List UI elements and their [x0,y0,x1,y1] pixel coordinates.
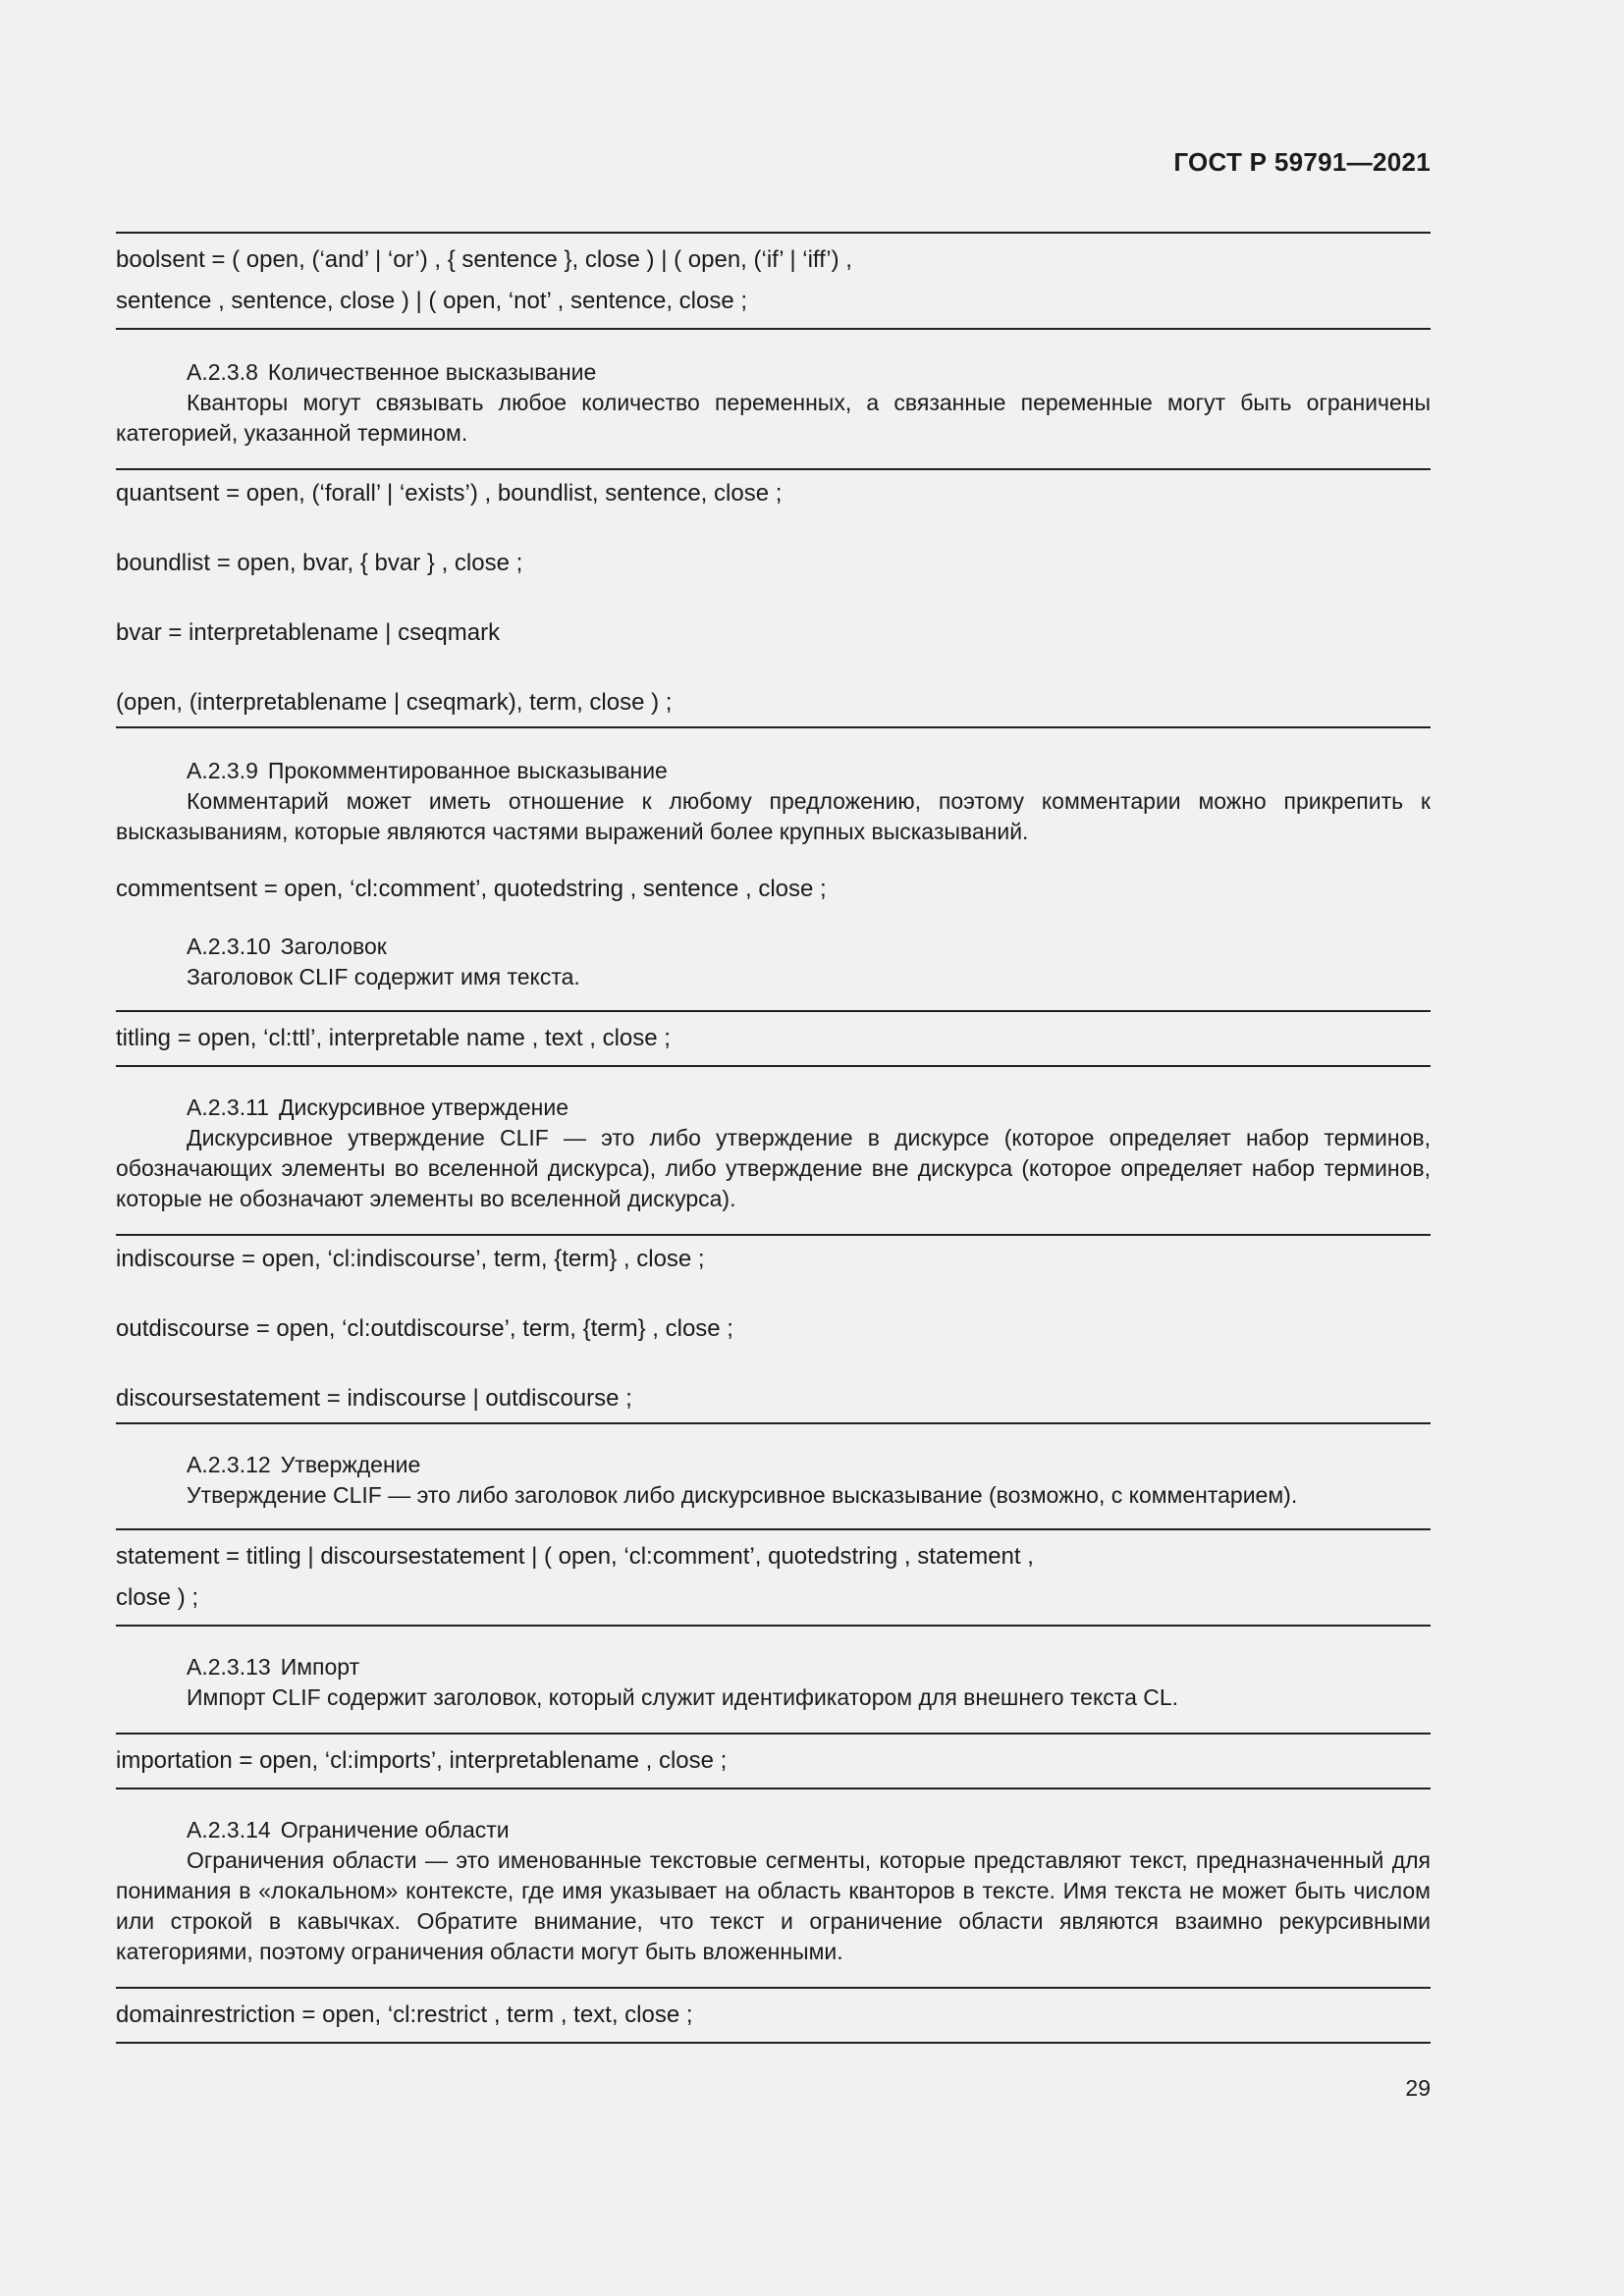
grammar-block-statement [116,1528,1431,1627]
section-number: A.2.3.13 [187,1654,271,1680]
section-title: Заголовок [280,934,387,959]
section-heading [116,1450,1431,1480]
section-paragraph: Утверждение CLIF — это либо заголовок либо дискурсивное высказывание (возможно, с комментарием). [187,1482,1298,1508]
section-a2311 [116,1093,1431,1214]
grammar-line: sentence , sentence, close ) | ( open, ‘not’ , sentence, close ; [116,288,748,314]
section-paragraph: Ограничения области — это именованные текстовые сегменты, которые представляют текст, предназначенный для понимания в «локальном» контексте, где имя указывает на область кванторов в тексте. Имя текста не может быть числом или строкой в кавычках. Обратите внимание, что текст и ограничение области являются взаимно рекурсивными категориями, поэтому ограничения области могут быть вложенными. [116,1847,1431,1964]
section-a2312 [116,1450,1431,1511]
grammar-block-titling [116,1010,1431,1067]
grammar-line: domainrestriction = open, ‘cl:restrict , term , text, close ; [116,2002,693,2028]
section-title: Количественное высказывание [267,359,597,385]
grammar-line: indiscourse = open, ‘cl:indiscourse’, term, {term} , close ; [116,1246,705,1272]
grammar-line: quantsent = open, (‘forall’ | ‘exists’) , boundlist, sentence, close ; [116,480,783,507]
section-title: Дискурсивное утверждение [278,1095,569,1120]
section-number: A.2.3.12 [187,1452,271,1477]
section-heading [116,756,1431,786]
section-paragraph: Комментарий может иметь отношение к любому предложению, поэтому комментарии можно прикрепить к высказываниям, которые являются частями выражений более крупных высказываний. [116,788,1431,844]
section-paragraph: Кванторы могут связывать любое количество переменных, а связанные переменные могут быть ограничены категорией, указанной термином. [116,390,1431,446]
grammar-line: boolsent = ( open, (‘and’ | ‘or’) , { sentence }, close ) | ( open, (‘if’ | ‘iff’) , [116,246,852,273]
grammar-line: boundlist = open, bvar, { bvar } , close ; [116,550,523,576]
document-id-header: ГОСТ Р 59791—2021 [1173,147,1431,177]
page-content [116,232,1431,2044]
section-heading [116,1652,1431,1682]
grammar-line: statement = titling | discoursestatement | ( open, ‘cl:comment’, quotedstring , statement , [116,1543,1034,1570]
section-title: Ограничение области [280,1817,510,1842]
section-number: A.2.3.10 [187,934,271,959]
section-a239 [116,756,1431,847]
section-heading [116,357,1431,388]
section-paragraph: Импорт CLIF содержит заголовок, который служит идентификатором для внешнего текста CL. [187,1684,1179,1710]
grammar-block-discourse [116,1234,1431,1424]
section-heading [116,1093,1431,1123]
page-number: 29 [1405,2075,1431,2101]
document-page [116,0,1431,2296]
section-number: A.2.3.9 [187,758,258,783]
grammar-block-quantsent [116,468,1431,728]
grammar-line: discoursestatement = indiscourse | outdiscourse ; [116,1385,632,1412]
section-heading [116,1815,1431,1845]
section-a2313 [116,1652,1431,1713]
grammar-line: bvar = interpretablename | cseqmark [116,619,501,646]
section-a2314 [116,1815,1431,1967]
section-number: A.2.3.8 [187,359,258,385]
grammar-line: (open, (interpretablename | cseqmark), term, close ) ; [116,689,673,716]
section-title: Утверждение [280,1452,421,1477]
section-number: A.2.3.11 [187,1095,269,1120]
grammar-line: outdiscourse = open, ‘cl:outdiscourse’, term, {term} , close ; [116,1315,733,1342]
section-heading [116,932,1431,962]
grammar-block-importation [116,1733,1431,1789]
grammar-block-domainrestriction [116,1987,1431,2044]
section-number: A.2.3.14 [187,1817,271,1842]
grammar-line: close ) ; [116,1584,199,1611]
section-a2310 [116,932,1431,992]
section-title: Импорт [280,1654,360,1680]
section-paragraph: Заголовок CLIF содержит имя текста. [187,964,580,989]
grammar-line: importation = open, ‘cl:imports’, interpretablename , close ; [116,1747,728,1774]
grammar-line-commentsent: commentsent = open, ‘cl:comment’, quotedstring , sentence , close ; [116,876,827,902]
section-a238 [116,357,1431,449]
grammar-line: titling = open, ‘cl:ttl’, interpretable name , text , close ; [116,1025,671,1051]
section-title: Прокомментированное высказывание [267,758,668,783]
grammar-block-boolsent [116,232,1431,330]
section-paragraph: Дискурсивное утверждение CLIF — это либо утверждение в дискурсе (которое определяет набор терминов, обозначающих элементы во вселенной дискурса), либо утверждение вне дискурса (которое определяет набор терминов, которые не обозначают элементы во вселенной дискурса). [116,1125,1431,1211]
